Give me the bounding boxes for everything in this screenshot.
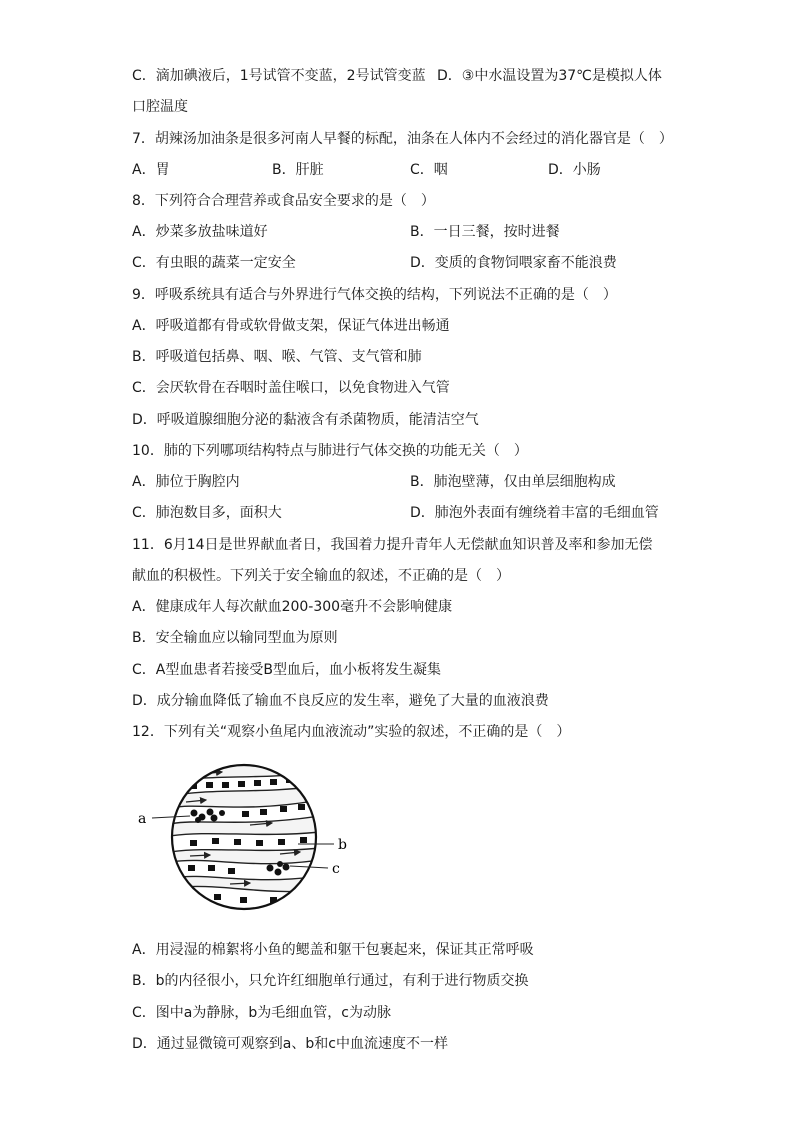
question-10-option-a: A．肺位于胸腔内 [132, 474, 240, 490]
question-11-option-d: D．成分输血降低了输血不良反应的发生率，避免了大量的血液浪费 [132, 693, 549, 709]
question-9-stem: 9．呼吸系统具有适合与外界进行气体交换的结构，下列说法不正确的是（ ） [132, 287, 617, 303]
question-8-option-d: D．变质的食物饲喂家畜不能浪费 [410, 255, 617, 271]
vessel-network [170, 762, 320, 912]
question-9-option-d: D．呼吸道腺细胞分泌的黏液含有杀菌物质，能清洁空气 [132, 412, 479, 428]
microscope-view-diagram [130, 752, 370, 918]
prev-question-option-d-continued: 口腔温度 [132, 99, 188, 115]
figure-label-b: b [338, 837, 347, 853]
question-11-stem: 11．6月14日是世界献血者日，我国着力提升青年人无偿献血知识普及率和参加无偿 [132, 537, 653, 553]
question-12-option-b: B．b的内径很小，只允许红细胞单行通过，有利于进行物质交换 [132, 973, 529, 989]
question-9-option-c: C．会厌软骨在吞咽时盖住喉口，以免食物进入气管 [132, 380, 450, 396]
question-9-option-b: B．呼吸道包括鼻、咽、喉、气管、支气管和肺 [132, 349, 422, 365]
question-10-option-b: B．肺泡壁薄，仅由单层细胞构成 [410, 474, 616, 490]
prev-question-option-c: C．滴加碘液后，1号试管不变蓝，2号试管变蓝 [132, 68, 426, 84]
question-12-option-c: C．图中a为静脉，b为毛细血管，c为动脉 [132, 1005, 391, 1021]
prev-question-option-d: D．③中水温设置为37℃是模拟人体 [437, 68, 662, 84]
question-8-option-b: B．一日三餐，按时进餐 [410, 224, 560, 240]
question-12-option-a: A．用浸湿的棉絮将小鱼的鳃盖和躯干包裹起来，保证其正常呼吸 [132, 942, 534, 958]
question-7-option-b: B．肝脏 [272, 162, 324, 178]
question-10-option-c: C．肺泡数目多，面积大 [132, 505, 282, 521]
question-10-stem: 10．肺的下列哪项结构特点与肺进行气体交换的功能无关（ ） [132, 443, 528, 459]
question-7-stem: 7．胡辣汤加油条是很多河南人早餐的标配，油条在人体内不会经过的消化器官是（ ） [132, 131, 673, 147]
question-11-stem-continued: 献血的积极性。下列关于安全输血的叙述，不正确的是（ ） [132, 568, 510, 584]
figure-label-a: a [138, 811, 147, 827]
question-7-option-c: C．咽 [410, 162, 448, 178]
question-11-option-a: A．健康成年人每次献血200-300毫升不会影响健康 [132, 599, 453, 615]
question-8-option-a: A．炒菜多放盐味道好 [132, 224, 268, 240]
question-11-option-c: C．A型血患者若接受B型血后，血小板将发生凝集 [132, 662, 441, 678]
question-8-stem: 8．下列符合合理营养或食品安全要求的是（ ） [132, 193, 435, 209]
question-10-option-d: D．肺泡外表面有缠绕着丰富的毛细血管 [410, 505, 659, 521]
fish-tail-blood-flow-figure [130, 752, 370, 918]
figure-label-c: c [332, 861, 340, 877]
question-7-option-a: A．胃 [132, 162, 170, 178]
question-12-stem: 12．下列有关“观察小鱼尾内血液流动”实验的叙述，不正确的是（ ） [132, 724, 571, 740]
question-9-option-a: A．呼吸道都有骨或软骨做支架，保证气体进出畅通 [132, 318, 450, 334]
question-7-option-d: D．小肠 [548, 162, 601, 178]
question-11-option-b: B．安全输血应以输同型血为原则 [132, 630, 338, 646]
question-12-option-d: D．通过显微镜可观察到a、b和c中血流速度不一样 [132, 1036, 448, 1052]
question-8-option-c: C．有虫眼的蔬菜一定安全 [132, 255, 296, 271]
